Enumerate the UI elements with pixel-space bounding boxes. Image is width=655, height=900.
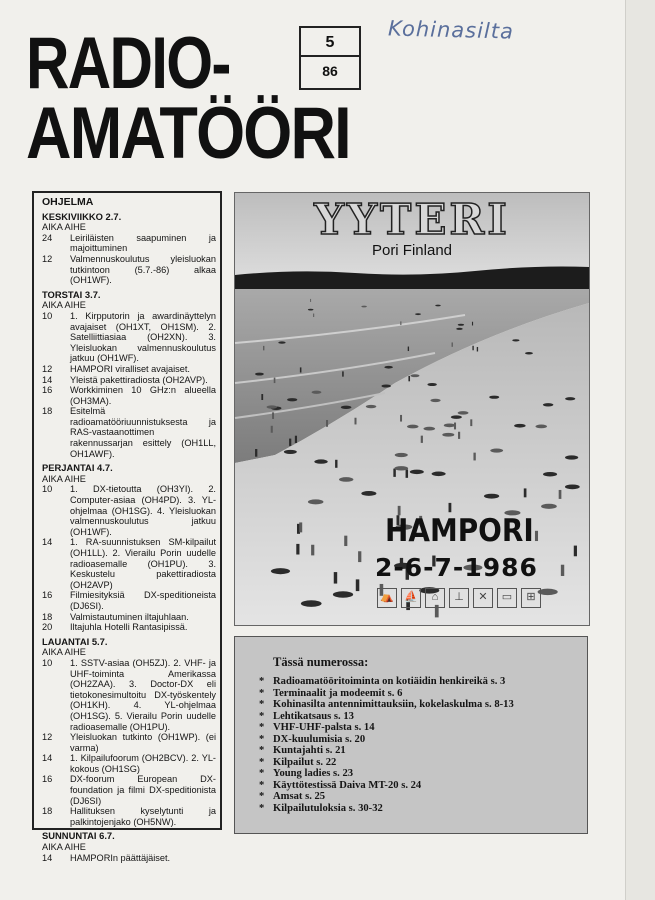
program-item [42,622,216,633]
beach-figure [358,551,361,562]
beach-figure [335,460,337,468]
beach-figure [451,415,462,419]
beach-figure [407,425,419,429]
program-item [42,658,216,732]
beach-figure [410,470,424,474]
program-item-text: Leiriläisten saapuminen ja majoittuminen [70,232,216,254]
program-title: OHJELMA [42,196,94,208]
program-item-time: 16 [42,590,53,601]
program-item-text: DX-foorum European DX-foundation ja filmi DX-speditionista (DJ6SI) [70,774,216,806]
beach-figure [356,579,360,591]
beach-figure [421,436,423,443]
beach-figure [308,309,314,311]
beach-figure [456,328,463,330]
tent-icon: ⛺ [377,588,397,608]
program-item [42,806,216,827]
beach-figure [289,439,291,446]
program-item [42,774,216,806]
beach-figure [308,499,324,504]
contents-item: * Kilpailutuloksia s. 30-32 [273,803,577,815]
beach-figure [410,374,419,377]
beach-figure [565,397,575,400]
program-item-time: 16 [42,385,53,396]
issue-year: 86 [322,63,338,79]
beach-figure [255,373,264,376]
beach-figure [361,306,366,308]
beach-figure [477,347,478,352]
beach-figure [295,436,297,443]
beach-figure [449,503,452,512]
program-item-time: 18 [42,406,53,417]
beach-figure [267,405,278,408]
program-item-text: Valmistautuminen iltajuhlaan. [70,611,189,622]
antenna-icon: ⊥ [449,588,469,608]
program-column-header: AIKA AIHE [42,647,86,658]
beach-figure [427,383,436,386]
beach-figure [525,352,533,355]
program-item-text: 1. RA-suunnistuksen SM-kilpailut (OH1LL). 2. Vierailu Porin uudelle radioasemalle (OH1PU). 3. Keskustelu pakettiradiosta (OH2AVP) [70,537,216,590]
car-icon: ▭ [497,588,517,608]
program-item [42,537,216,590]
beach-figure [395,453,408,457]
beach-figure [278,341,285,343]
program-item [42,254,216,286]
beach-figure [366,405,377,408]
issue-number: 5 [301,28,359,57]
program-item [42,732,216,753]
beach-figure [296,544,299,555]
beach-figure [261,394,263,400]
contents-item: * Lehtikatsaus s. 13 [273,711,577,723]
beach-figure [535,531,538,541]
program-day-title: TORSTAI 3.7. [42,288,101,300]
contents-item: * Young ladies s. 23 [273,768,577,780]
beach-figure [415,313,421,315]
program-item [42,311,216,364]
beach-figure [408,376,410,381]
photo-subtitle: Pori Finland [371,242,453,259]
beach-figure [272,412,274,419]
beach-figure [444,424,456,428]
beach-figure [559,490,562,499]
beach-figure [312,391,322,394]
beach-figure [489,396,499,399]
program-item-time: 14 [42,537,53,548]
beach-figure [301,600,322,607]
beach-figure [408,347,409,352]
sail-icon: ⛵ [401,588,421,608]
house-icon: ⌂ [425,588,445,608]
program-item-time: 10 [42,657,53,668]
beach-figure [271,426,273,433]
program-item-text: Iltajuhla Hotelli Rantasipissä. [70,622,188,633]
beach-figure [339,477,353,482]
program-item-text: 1. SSTV-asiaa (OH5ZJ). 2. VHF- ja UHF-toiminta Amerikassa (OH2ZAA). 3. Doctor-DX eli tietokonesimultoitu DX-työskentely (OH1KH). 4. YL-ohjelmaa (OH1SG). 5. Vierailu Porin uudelle radioasemalle (OH1PU). [70,657,216,732]
beach-figure [299,522,302,532]
program-item-text: Yleisluokan tutkinto (OH1WP). (ei varma) [70,732,216,753]
program-item [42,406,216,459]
beach-figure [333,591,353,597]
beach-figure [490,448,503,452]
beach-figure [314,459,327,463]
program-item [42,853,216,864]
beach-figure [384,366,393,369]
program-box [32,191,222,863]
beach-figure [452,342,453,346]
beach-figure [354,418,356,425]
program-day-title: LAUANTAI 5.7. [42,635,108,647]
program-item-text: Yleistä pakettiradiosta (OH2AVP). [70,374,208,385]
beach-figure [326,420,328,427]
program-item-time: 14 [42,374,53,385]
program-item [42,753,216,774]
beach-figure [341,406,352,409]
program-item-time: 12 [42,363,53,374]
beach-figure [271,568,290,574]
program-item-time: 20 [42,622,53,633]
program-item-time: 18 [42,806,53,817]
program-item [42,385,216,406]
program-item [42,612,216,623]
beach-figure [541,504,557,509]
program-item [42,375,216,386]
beach-figure [561,565,564,576]
program-days [42,212,216,864]
beach-figure [400,321,401,325]
program-item-time: 14 [42,753,53,764]
program-column-header: AIKA AIHE [42,473,86,484]
contents-box [234,636,588,834]
beach-figure [435,305,440,307]
photo-title: YYTERI [314,195,510,244]
beach-figure [432,472,446,477]
program-item-time: 16 [42,774,53,785]
beach-figure [423,427,435,431]
beach-figure [334,572,337,583]
contents-heading: Tässä numerossa: [273,655,369,669]
beach-figure [458,432,460,439]
beach-figure [458,324,464,326]
beach-figure [512,339,519,341]
beach-figure [263,346,264,350]
beach-figure [442,433,454,437]
tools-icon: ✕ [473,588,493,608]
beach-figure [543,472,557,477]
beach-figure [311,545,314,556]
beach-figure [393,469,395,477]
grid-icon: ⊞ [521,588,541,608]
beach-figure [406,470,408,478]
program-item [42,364,216,375]
beach-figure [274,378,276,383]
beach-figure [472,346,473,350]
beach-figure [400,415,402,422]
program-item-text: 1. DX-tietoutta (OH3YI). 2. Computer-asiaa (OH4PD). 3. YL-ohjelmaa (OH1SG). 4. Yleisluokan valmennuskoulutus jatkuu (OH1WF). [70,484,216,537]
beach-figure [524,488,527,497]
program-item-time: 12 [42,253,53,264]
beach-figure [535,425,547,429]
contents-item: * Kuntajahti s. 21 [273,745,577,757]
program-item-text: Valmennuskoulutus yleisluokan tutkintoon (5.7.-86) alkaa (OH1WF). [70,253,216,286]
contents-item: * Käyttötestissä Daiva MT-20 s. 24 [273,780,577,792]
program-item [42,484,216,537]
program-item-text: Workkiminen 10 GHz:n alueella (OH3MA). [70,385,216,406]
beach-figure [300,367,302,372]
program-item-text: Filmiesityksiä DX-speditioneista (DJ6SI). [70,590,216,611]
contents-item: * Radioamatööritoiminta on kotiäidin henkireikä s. 3 [273,676,577,688]
beach-figure [394,466,408,470]
program-item-text: 1. Kirpputorin ja awardinäyttelyn avajaiset (OH1XT, OH1SM). 2. Satelliittiasiaa (OH2XN). 3. Yleisluokan valmennuskoulutus jatkuu (OH1WF). [70,310,216,364]
program-item-time: 18 [42,611,53,622]
masthead-line1: RADIO- [26,21,230,104]
program-item-time: 10 [42,484,53,495]
event-dates: 2-6-7-1986 [375,553,538,582]
beach-figure [473,453,475,461]
handwritten-note: Kohinasilta [387,16,515,44]
program-day-title: SUNNUNTAI 6.7. [42,830,115,842]
program-column-header: AIKA AIHE [42,842,86,853]
program-item-time: 14 [42,852,53,863]
beach-figure [284,450,297,454]
contents-item: * Kohinasilta antennimittauksiin, kokelaskulma s. 8-13 [273,699,577,711]
beach-figure [313,314,314,317]
beach-figure [514,424,526,428]
beach-figure [565,484,580,489]
program-item-text: 1. Kilpailufoorum (OH2BCV). 2. YL-kokous (OH1SG) [70,753,216,774]
program-item-time: 24 [42,232,53,243]
beach-figure [381,384,391,387]
program-item-time: 10 [42,310,53,321]
beach-figure [287,398,297,401]
beach-figure [484,494,499,499]
program-item [42,590,216,611]
contents-item: * VHF-UHF-palsta s. 14 [273,722,577,734]
masthead-line2: AMATÖÖRI [26,91,350,174]
contents-list [273,676,577,814]
event-name: HAMPORI [385,513,534,549]
beach-figure [458,411,469,414]
issue-box [299,26,361,90]
program-day-title: KESKIVIIKKO 2.7. [42,210,122,222]
cover-photo [234,192,590,626]
program-column-header: AIKA AIHE [42,300,86,311]
beach-figure [574,546,577,557]
program-day-title: PERJANTAI 4.7. [42,462,113,474]
contents-item: * Kilpailut s. 22 [273,757,577,769]
beach-figure [255,449,257,457]
program-column-header: AIKA AIHE [42,222,86,233]
program-item [42,233,216,254]
beach-figure [470,419,472,426]
beach-figure [565,455,578,459]
beach-figure [543,403,554,406]
beach-figure [454,423,456,430]
beach-figure [310,299,311,302]
contents-item: * DX-kuulumisia s. 20 [273,734,577,746]
contents-item: * Amsat s. 25 [273,791,577,803]
program-item-text: Esitelmä radioamatööriuunnistuksesta ja RAS-vastaanottimen rakennussarjan esittely (OH1LL, OH1AWF). [70,406,216,459]
program-item-time: 12 [42,732,53,743]
program-item-text: Hallituksen kyselytunti ja palkintojenjako (OH5NW). [70,806,216,827]
beach-figure [342,371,344,376]
event-icons [377,588,541,608]
beach-figure [361,491,376,496]
page-edge [625,0,655,900]
contents-item: * Terminaalit ja modeemit s. 6 [273,688,577,700]
beach-figure [430,399,440,402]
beach-figure [344,536,347,546]
program-item-text: HAMPORI viralliset avajaiset. [70,363,190,374]
beach-figure [472,322,473,326]
program-item-text: HAMPORIn päättäjäiset. [70,852,171,863]
